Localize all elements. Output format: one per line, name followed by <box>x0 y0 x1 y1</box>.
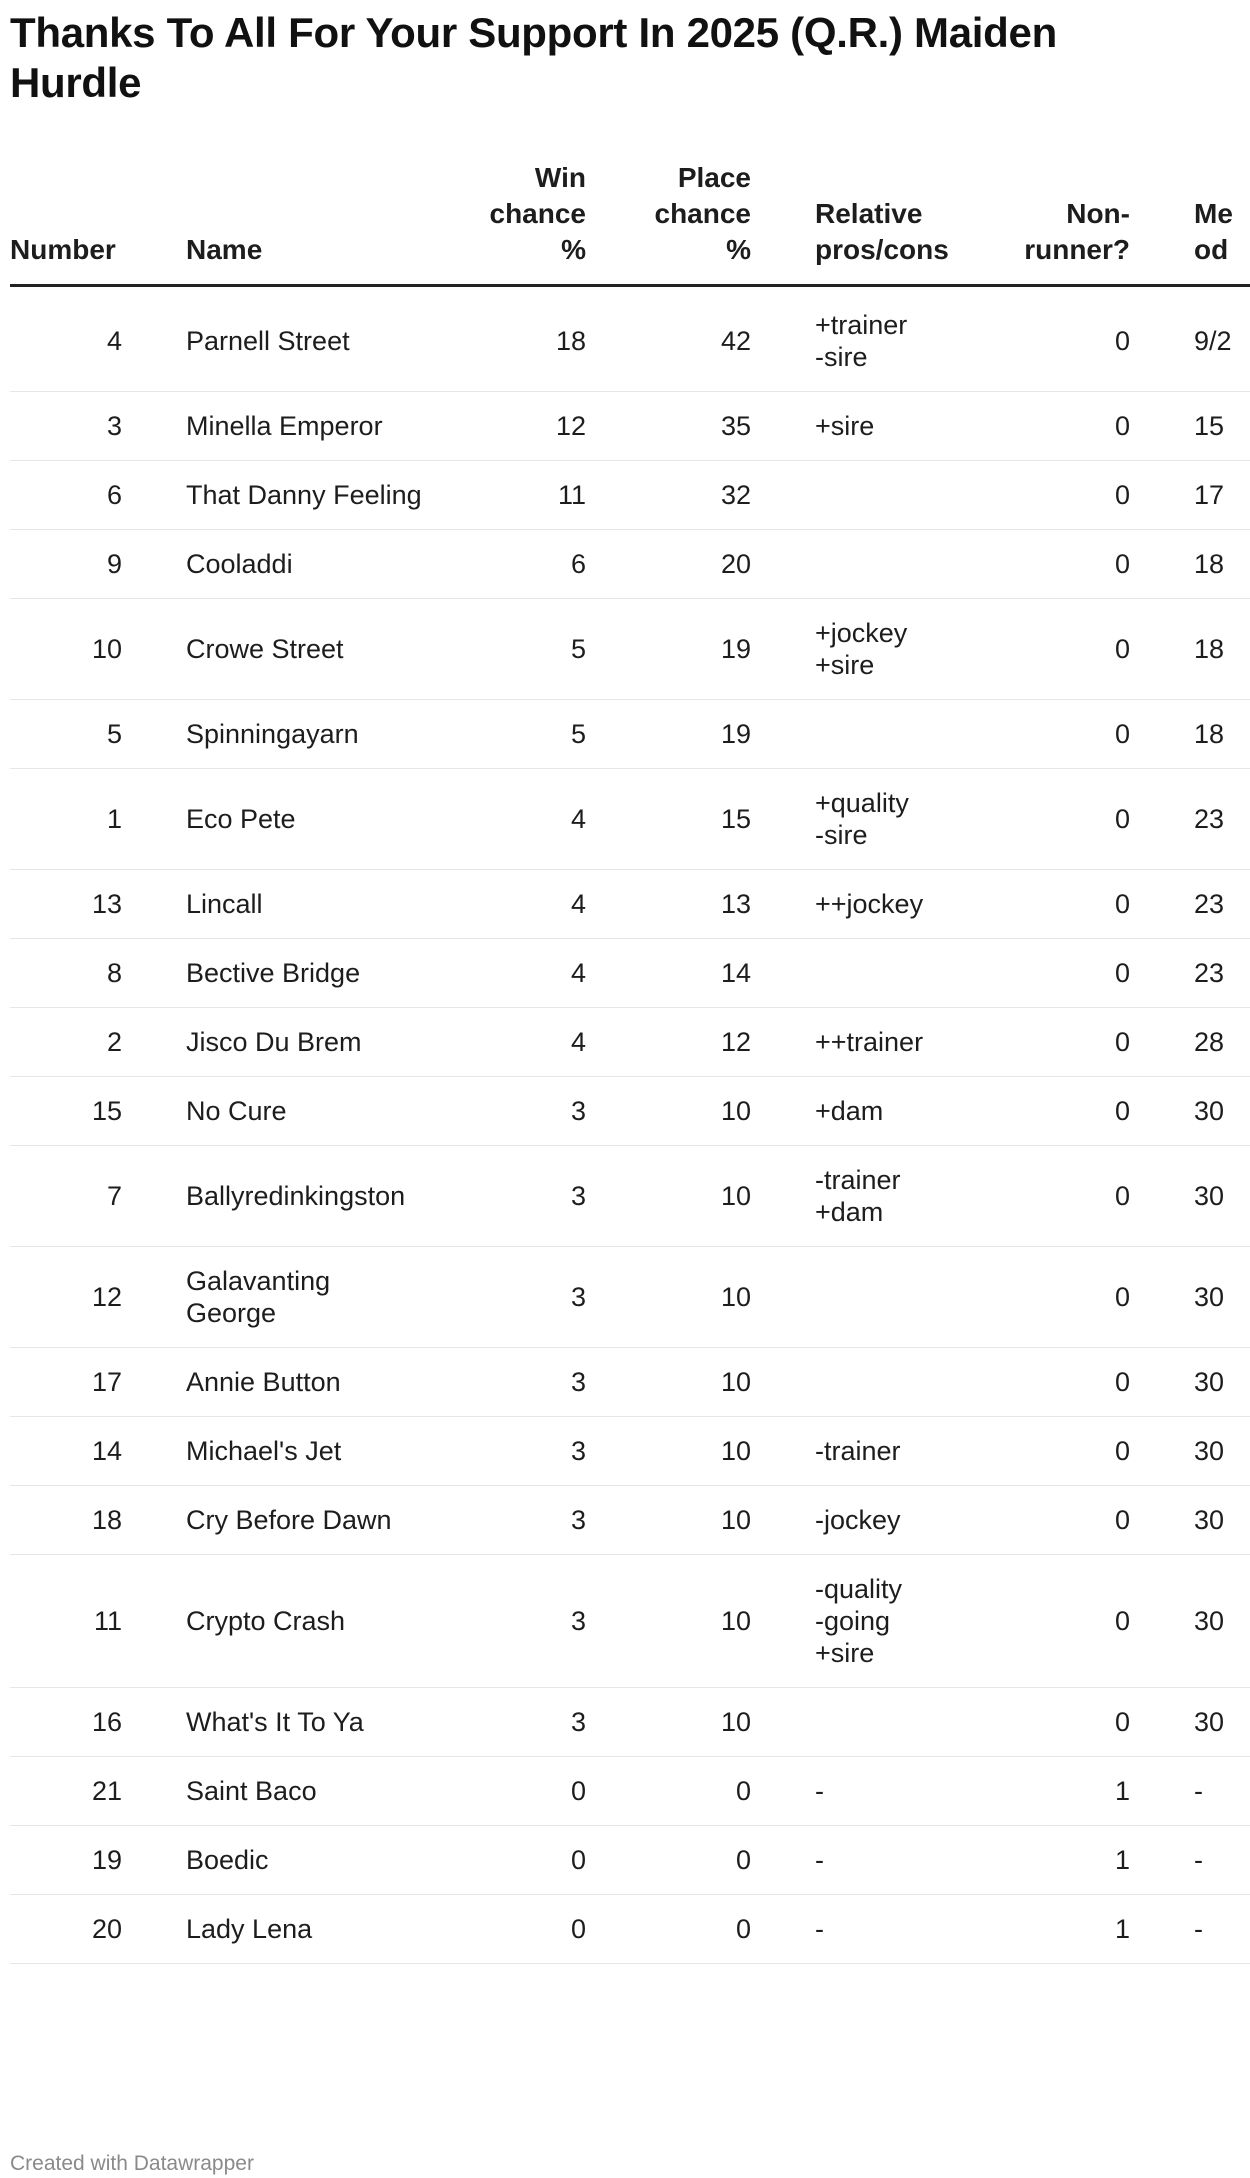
cell-non-runner: 0 <box>990 392 1130 461</box>
header-label-line: chance <box>654 198 751 229</box>
cell-spacer <box>1130 939 1194 1008</box>
cell-relative-pros-cons <box>815 700 990 769</box>
cell-odds: 30 <box>1194 1247 1250 1348</box>
cell-name: Lady Lena <box>186 1895 426 1964</box>
cell-spacer <box>122 599 186 700</box>
cell-win-chance: 11 <box>426 461 586 530</box>
cell-place-chance: 0 <box>586 1826 751 1895</box>
cell-spacer <box>751 530 815 599</box>
cell-win-chance: 0 <box>426 1895 586 1964</box>
cell-odds: 18 <box>1194 599 1250 700</box>
cell-spacer <box>122 1077 186 1146</box>
cell-non-runner: 0 <box>990 1555 1130 1688</box>
cell-odds: 18 <box>1194 530 1250 599</box>
cell-odds: 30 <box>1194 1555 1250 1688</box>
cell-spacer <box>122 1146 186 1247</box>
cell-spacer <box>751 1348 815 1417</box>
cell-name: Jisco Du Brem <box>186 1008 426 1077</box>
header-label-line: Name <box>186 234 263 265</box>
cell-win-chance: 5 <box>426 700 586 769</box>
cell-number: 21 <box>10 1757 122 1826</box>
cell-odds: 30 <box>1194 1146 1250 1247</box>
table-row <box>10 1247 1250 1348</box>
pros-cons-item: +quality <box>815 788 909 818</box>
cell-relative-pros-cons <box>815 1417 990 1486</box>
cell-win-chance: 6 <box>426 530 586 599</box>
cell-win-chance: 5 <box>426 599 586 700</box>
cell-relative-pros-cons <box>815 1555 990 1688</box>
header-spacer <box>751 160 815 286</box>
table-row <box>10 870 1250 939</box>
cell-spacer <box>751 461 815 530</box>
cell-relative-pros-cons <box>815 1348 990 1417</box>
cell-spacer <box>122 1486 186 1555</box>
header-name[interactable] <box>186 160 426 286</box>
cell-spacer <box>1130 700 1194 769</box>
cell-number: 5 <box>10 700 122 769</box>
header-label-line: Me <box>1194 198 1233 229</box>
table-row <box>10 939 1250 1008</box>
cell-odds: 30 <box>1194 1486 1250 1555</box>
cell-spacer <box>751 1757 815 1826</box>
cell-non-runner: 0 <box>990 1417 1130 1486</box>
cell-odds: 9/2 <box>1194 286 1250 392</box>
cell-number: 15 <box>10 1077 122 1146</box>
cell-spacer <box>751 1077 815 1146</box>
header-label-line: runner? <box>1024 234 1130 265</box>
table-row <box>10 1757 1250 1826</box>
cell-non-runner: 0 <box>990 1008 1130 1077</box>
pros-cons-item: +sire <box>815 650 875 680</box>
cell-place-chance: 14 <box>586 939 751 1008</box>
cell-win-chance: 0 <box>426 1757 586 1826</box>
cell-number: 8 <box>10 939 122 1008</box>
cell-name: Spinningayarn <box>186 700 426 769</box>
table-row <box>10 1077 1250 1146</box>
cell-spacer <box>751 1247 815 1348</box>
cell-place-chance: 12 <box>586 1008 751 1077</box>
cell-spacer <box>122 700 186 769</box>
table-row <box>10 1008 1250 1077</box>
cell-number: 17 <box>10 1348 122 1417</box>
cell-odds: 30 <box>1194 1688 1250 1757</box>
header-number[interactable] <box>10 160 122 286</box>
header-label-line: Relative <box>815 198 923 229</box>
cell-spacer <box>1130 530 1194 599</box>
pros-cons-item: - <box>815 1845 824 1875</box>
cell-spacer <box>1130 392 1194 461</box>
cell-place-chance: 0 <box>586 1895 751 1964</box>
cell-odds: 23 <box>1194 870 1250 939</box>
cell-name: Cry Before Dawn <box>186 1486 426 1555</box>
cell-spacer <box>751 1826 815 1895</box>
pros-cons-item: +jockey <box>815 618 908 648</box>
cell-relative-pros-cons <box>815 530 990 599</box>
page-title: Thanks To All For Your Support In 2025 (Q.R.) Maiden Hurdle <box>10 9 1057 106</box>
cell-number: 12 <box>10 1247 122 1348</box>
cell-non-runner: 0 <box>990 599 1130 700</box>
cell-win-chance: 4 <box>426 769 586 870</box>
cell-odds: 17 <box>1194 461 1250 530</box>
cell-number: 1 <box>10 769 122 870</box>
table-row <box>10 700 1250 769</box>
cell-spacer <box>1130 599 1194 700</box>
cell-spacer <box>751 599 815 700</box>
cell-spacer <box>1130 1008 1194 1077</box>
cell-spacer <box>1130 1486 1194 1555</box>
pros-cons-item: ++trainer <box>815 1027 924 1057</box>
table-row <box>10 1348 1250 1417</box>
table-header-row <box>10 160 1250 286</box>
cell-spacer <box>1130 1417 1194 1486</box>
header-label-line: Win <box>534 162 586 193</box>
cell-spacer <box>122 1555 186 1688</box>
cell-spacer <box>751 1895 815 1964</box>
cell-spacer <box>1130 1826 1194 1895</box>
cell-relative-pros-cons <box>815 1826 990 1895</box>
cell-spacer <box>751 1008 815 1077</box>
cell-spacer <box>751 700 815 769</box>
cell-relative-pros-cons <box>815 1247 990 1348</box>
table-row <box>10 599 1250 700</box>
cell-non-runner: 0 <box>990 286 1130 392</box>
cell-relative-pros-cons <box>815 1008 990 1077</box>
cell-win-chance: 4 <box>426 870 586 939</box>
cell-number: 13 <box>10 870 122 939</box>
pros-cons-item: +sire <box>815 1638 875 1668</box>
cell-win-chance: 3 <box>426 1247 586 1348</box>
pros-cons-item: ++jockey <box>815 889 924 919</box>
table-row <box>10 1486 1250 1555</box>
cell-spacer <box>1130 1348 1194 1417</box>
header-label-line: % <box>561 234 586 265</box>
header-label-line: % <box>726 234 751 265</box>
cell-place-chance: 32 <box>586 461 751 530</box>
cell-win-chance: 4 <box>426 939 586 1008</box>
cell-place-chance: 10 <box>586 1077 751 1146</box>
cell-place-chance: 10 <box>586 1348 751 1417</box>
cell-relative-pros-cons <box>815 1146 990 1247</box>
cell-place-chance: 10 <box>586 1417 751 1486</box>
cell-number: 14 <box>10 1417 122 1486</box>
cell-non-runner: 0 <box>990 1077 1130 1146</box>
cell-place-chance: 10 <box>586 1146 751 1247</box>
header-odds[interactable] <box>1194 160 1250 286</box>
cell-spacer <box>751 939 815 1008</box>
header-label-line: Place <box>677 162 751 193</box>
cell-spacer <box>122 939 186 1008</box>
cell-spacer <box>1130 1688 1194 1757</box>
cell-spacer <box>122 392 186 461</box>
cell-odds: 23 <box>1194 939 1250 1008</box>
cell-relative-pros-cons <box>815 1757 990 1826</box>
cell-spacer <box>751 1146 815 1247</box>
cell-relative-pros-cons <box>815 769 990 870</box>
cell-relative-pros-cons <box>815 392 990 461</box>
cell-number: 2 <box>10 1008 122 1077</box>
cell-number: 10 <box>10 599 122 700</box>
cell-non-runner: 1 <box>990 1757 1130 1826</box>
cell-place-chance: 0 <box>586 1757 751 1826</box>
cell-relative-pros-cons <box>815 286 990 392</box>
cell-number: 18 <box>10 1486 122 1555</box>
header-spacer <box>122 160 186 286</box>
cell-name: No Cure <box>186 1077 426 1146</box>
cell-win-chance: 3 <box>426 1348 586 1417</box>
cell-place-chance: 10 <box>586 1486 751 1555</box>
cell-win-chance: 3 <box>426 1146 586 1247</box>
cell-place-chance: 10 <box>586 1247 751 1348</box>
table-row <box>10 392 1250 461</box>
runners-table-container <box>10 160 1233 1964</box>
cell-number: 16 <box>10 1688 122 1757</box>
cell-number: 20 <box>10 1895 122 1964</box>
cell-place-chance: 19 <box>586 599 751 700</box>
cell-non-runner: 0 <box>990 530 1130 599</box>
cell-non-runner: 1 <box>990 1895 1130 1964</box>
cell-spacer <box>1130 1555 1194 1688</box>
cell-odds: 30 <box>1194 1417 1250 1486</box>
header-label-line: Number <box>10 234 116 265</box>
table-row <box>10 461 1250 530</box>
cell-odds: 18 <box>1194 700 1250 769</box>
pros-cons-item: -quality <box>815 1574 903 1604</box>
cell-odds: - <box>1194 1826 1250 1895</box>
table-body <box>10 286 1250 1964</box>
cell-non-runner: 1 <box>990 1826 1130 1895</box>
table-row <box>10 1826 1250 1895</box>
cell-spacer <box>751 1688 815 1757</box>
cell-spacer <box>122 769 186 870</box>
table-row <box>10 1146 1250 1247</box>
table-row <box>10 1555 1250 1688</box>
cell-name: Minella Emperor <box>186 392 426 461</box>
cell-relative-pros-cons <box>815 1688 990 1757</box>
cell-number: 11 <box>10 1555 122 1688</box>
cell-spacer <box>751 870 815 939</box>
cell-non-runner: 0 <box>990 1486 1130 1555</box>
table-row <box>10 769 1250 870</box>
cell-win-chance: 3 <box>426 1486 586 1555</box>
pros-cons-item: - <box>815 1914 824 1944</box>
cell-number: 19 <box>10 1826 122 1895</box>
cell-place-chance: 20 <box>586 530 751 599</box>
pros-cons-item: -sire <box>815 342 868 372</box>
cell-relative-pros-cons <box>815 461 990 530</box>
header-relative-pros-cons[interactable] <box>815 160 990 286</box>
cell-non-runner: 0 <box>990 1688 1130 1757</box>
cell-spacer <box>122 461 186 530</box>
cell-spacer <box>122 286 186 392</box>
cell-spacer <box>1130 1077 1194 1146</box>
pros-cons-item: -trainer <box>815 1165 901 1195</box>
cell-name: Parnell Street <box>186 286 426 392</box>
cell-name: Annie Button <box>186 1348 426 1417</box>
cell-win-chance: 3 <box>426 1555 586 1688</box>
cell-non-runner: 0 <box>990 700 1130 769</box>
cell-spacer <box>1130 769 1194 870</box>
cell-number: 6 <box>10 461 122 530</box>
cell-odds: - <box>1194 1895 1250 1964</box>
cell-name: What's It To Ya <box>186 1688 426 1757</box>
header-label-line: chance <box>489 198 586 229</box>
cell-name: That Danny Feeling <box>186 461 426 530</box>
cell-spacer <box>751 1486 815 1555</box>
cell-relative-pros-cons <box>815 1077 990 1146</box>
cell-relative-pros-cons <box>815 939 990 1008</box>
header-place-chance[interactable] <box>586 160 751 286</box>
cell-non-runner: 0 <box>990 939 1130 1008</box>
cell-spacer <box>751 1417 815 1486</box>
cell-non-runner: 0 <box>990 1348 1130 1417</box>
cell-spacer <box>122 1895 186 1964</box>
table-row <box>10 1895 1250 1964</box>
header-spacer <box>1130 160 1194 286</box>
cell-number: 4 <box>10 286 122 392</box>
cell-win-chance: 3 <box>426 1417 586 1486</box>
pros-cons-item: +dam <box>815 1096 884 1126</box>
cell-odds: 30 <box>1194 1077 1250 1146</box>
cell-non-runner: 0 <box>990 769 1130 870</box>
table-row <box>10 530 1250 599</box>
pros-cons-item: -jockey <box>815 1505 901 1535</box>
runners-table <box>10 160 1250 1964</box>
cell-number: 7 <box>10 1146 122 1247</box>
cell-non-runner: 0 <box>990 1146 1130 1247</box>
cell-spacer <box>751 769 815 870</box>
table-row <box>10 286 1250 392</box>
cell-place-chance: 10 <box>586 1555 751 1688</box>
cell-number: 9 <box>10 530 122 599</box>
cell-relative-pros-cons <box>815 1895 990 1964</box>
cell-name: Ballyredinkingston <box>186 1146 426 1247</box>
cell-spacer <box>122 1757 186 1826</box>
cell-place-chance: 35 <box>586 392 751 461</box>
cell-spacer <box>1130 1146 1194 1247</box>
cell-non-runner: 0 <box>990 870 1130 939</box>
cell-name: Crypto Crash <box>186 1555 426 1688</box>
cell-spacer <box>1130 1247 1194 1348</box>
cell-win-chance: 3 <box>426 1077 586 1146</box>
header-label-line: Non- <box>1066 198 1130 229</box>
cell-spacer <box>1130 1895 1194 1964</box>
cell-spacer <box>751 286 815 392</box>
cell-name: Eco Pete <box>186 769 426 870</box>
pros-cons-item: +dam <box>815 1197 884 1227</box>
cell-place-chance: 15 <box>586 769 751 870</box>
cell-spacer <box>1130 461 1194 530</box>
cell-spacer <box>122 1688 186 1757</box>
pros-cons-item: -going <box>815 1606 891 1636</box>
cell-name: Bective Bridge <box>186 939 426 1008</box>
header-label-line: od <box>1194 234 1229 265</box>
cell-non-runner: 0 <box>990 1247 1130 1348</box>
cell-win-chance: 3 <box>426 1688 586 1757</box>
cell-odds: 23 <box>1194 769 1250 870</box>
cell-place-chance: 10 <box>586 1688 751 1757</box>
pros-cons-item: -sire <box>815 820 868 850</box>
cell-spacer <box>1130 1757 1194 1826</box>
cell-win-chance: 0 <box>426 1826 586 1895</box>
header-win-chance[interactable] <box>426 160 586 286</box>
pros-cons-item: +sire <box>815 411 875 441</box>
cell-place-chance: 42 <box>586 286 751 392</box>
cell-place-chance: 19 <box>586 700 751 769</box>
cell-relative-pros-cons <box>815 599 990 700</box>
cell-odds: 15 <box>1194 392 1250 461</box>
cell-spacer <box>122 1348 186 1417</box>
cell-win-chance: 18 <box>426 286 586 392</box>
cell-name: Boedic <box>186 1826 426 1895</box>
cell-relative-pros-cons <box>815 1486 990 1555</box>
table-row <box>10 1417 1250 1486</box>
header-non-runner[interactable] <box>990 160 1130 286</box>
cell-relative-pros-cons <box>815 870 990 939</box>
cell-spacer <box>122 1008 186 1077</box>
footer-credit: Created with Datawrapper <box>10 2152 254 2175</box>
cell-name: Cooladdi <box>186 530 426 599</box>
cell-place-chance: 13 <box>586 870 751 939</box>
cell-name: Lincall <box>186 870 426 939</box>
pros-cons-item: +trainer <box>815 310 908 340</box>
cell-spacer <box>751 392 815 461</box>
cell-spacer <box>122 530 186 599</box>
pros-cons-item: - <box>815 1776 824 1806</box>
cell-spacer <box>1130 870 1194 939</box>
table-row <box>10 1688 1250 1757</box>
cell-spacer <box>122 870 186 939</box>
header-label-line: pros/cons <box>815 234 949 265</box>
cell-name: Saint Baco <box>186 1757 426 1826</box>
cell-name: Michael's Jet <box>186 1417 426 1486</box>
cell-odds: 28 <box>1194 1008 1250 1077</box>
cell-win-chance: 12 <box>426 392 586 461</box>
cell-odds: 30 <box>1194 1348 1250 1417</box>
cell-win-chance: 4 <box>426 1008 586 1077</box>
cell-name: Crowe Street <box>186 599 426 700</box>
cell-number: 3 <box>10 392 122 461</box>
cell-name: Galavanting George <box>186 1247 426 1348</box>
cell-spacer <box>122 1247 186 1348</box>
cell-spacer <box>1130 286 1194 392</box>
pros-cons-item: -trainer <box>815 1436 901 1466</box>
cell-spacer <box>751 1555 815 1688</box>
cell-odds: - <box>1194 1757 1250 1826</box>
cell-non-runner: 0 <box>990 461 1130 530</box>
cell-spacer <box>122 1826 186 1895</box>
cell-spacer <box>122 1417 186 1486</box>
